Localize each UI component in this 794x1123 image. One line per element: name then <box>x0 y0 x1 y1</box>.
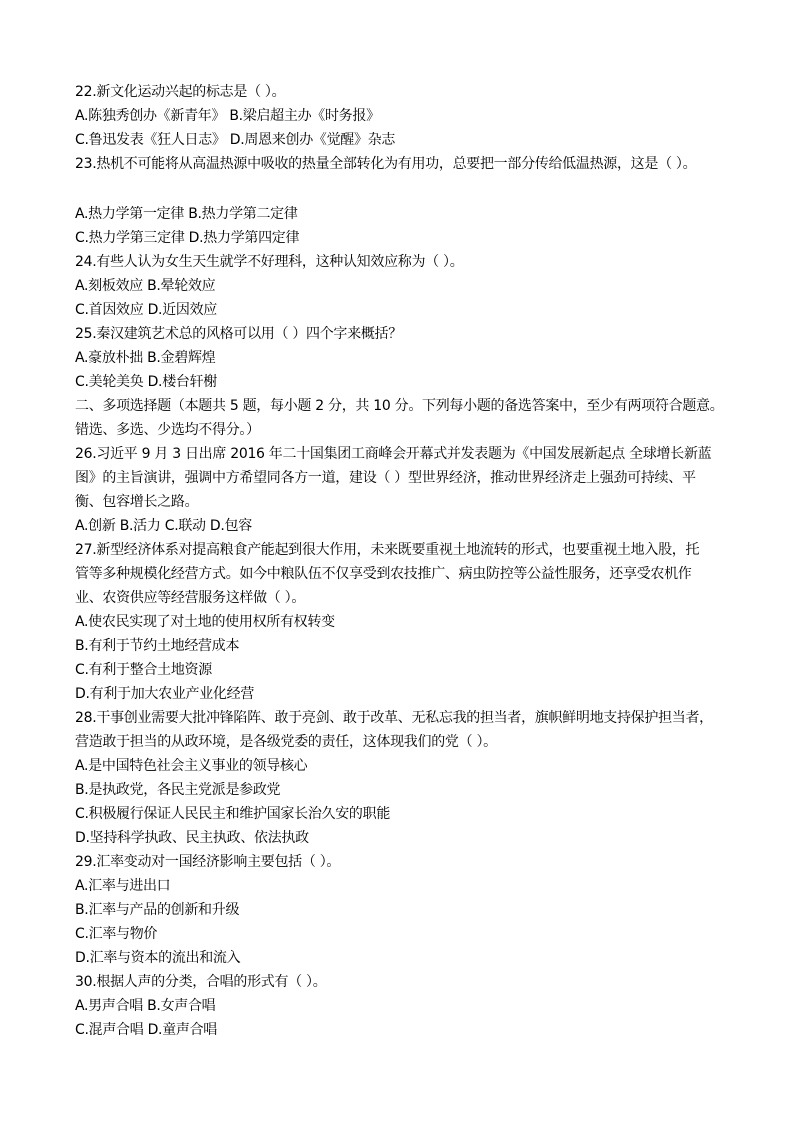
text-line: A.刻板效应 B.晕轮效应 <box>75 278 216 294</box>
text-line: A.创新 B.活力 C.联动 D.包容 <box>75 518 252 534</box>
text-line: A.男声合唱 B.女声合唱 <box>75 998 216 1014</box>
text-line: D.有利于加大农业产业化经营 <box>75 686 255 702</box>
text-line: 营造敢于担当的从政环境，是各级党委的责任，这体现我们的党（ ）。 <box>75 734 497 750</box>
text-line: A.陈独秀创办《新青年》 B.梁启超主办《时务报》 <box>75 108 380 124</box>
text-line: C.汇率与物价 <box>75 926 158 942</box>
text-line: C.鲁迅发表《狂人日志》 D.周恩来创办《觉醒》杂志 <box>75 132 396 148</box>
text-line: 衡、包容增长之路。 <box>75 494 199 510</box>
text-line: 错选、多选、少选均不得分。） <box>75 422 260 438</box>
text-line: 27.新型经济体系对提高粮食产能起到很大作用，未来既要重视土地流转的形式，也要重视土地入股，托 <box>75 542 700 558</box>
text-line: 29.汇率变动对一国经济影响主要包括（ ）。 <box>75 854 341 870</box>
text-line: 28.干事创业需要大批冲锋陷阵、敢于亮剑、敢于改革、无私忘我的担当者，旗帜鲜明地支持保护担当者， <box>75 710 713 726</box>
text-line: 管等多种规模化经营方式。如今中粮队伍不仅享受到农技推广、病虫防控等公益性服务，还享受农机作 <box>75 566 692 582</box>
text-line: D.汇率与资本的流出和流入 <box>75 950 241 966</box>
text-line: C.首因效应 D.近因效应 <box>75 302 218 318</box>
text-line: B.有利于节约土地经营成本 <box>75 638 240 654</box>
text-line: A.使农民实现了对土地的使用权所有权转变 <box>75 614 335 630</box>
text-line: C.热力学第三定律 D.热力学第四定律 <box>75 230 300 246</box>
text-line: A.汇率与进出口 <box>75 878 171 894</box>
text-line: 业、农资供应等经营服务这样做（ ）。 <box>75 590 306 606</box>
text-line: A.热力学第一定律 B.热力学第二定律 <box>75 206 298 222</box>
text-line: 24.有些人认为女生天生就学不好理科，这种认知效应称为（ ）。 <box>75 254 464 270</box>
text-line: C.混声合唱 D.童声合唱 <box>75 1022 218 1038</box>
text-line: C.积极履行保证人民民主和维护国家长治久安的职能 <box>75 806 391 822</box>
text-line: B.汇率与产品的创新和升级 <box>75 902 240 918</box>
blank-line <box>75 176 735 202</box>
text-line: 30.根据人声的分类，合唱的形式有（ ）。 <box>75 974 327 990</box>
text-line: B.是执政党，各民主党派是参政党 <box>75 782 281 798</box>
text-line: 26.习近平 9 月 3 日出席 2016 年二十国集团工商峰会开幕式并发表题为《中国发展新起点 全球增长新蓝 <box>75 446 712 462</box>
text-line: C.美轮美奂 D.楼台轩榭 <box>75 374 218 390</box>
text-line: 图》的主旨演讲，强调中方希望同各方一道，建设（ ）型世界经济，推动世界经济走上强劲可持续、平 <box>75 470 696 486</box>
document-page <box>75 80 735 1042</box>
text-line: 22.新文化运动兴起的标志是（ ）。 <box>75 84 286 100</box>
text-line: D.坚持科学执政、民主执政、依法执政 <box>75 830 309 846</box>
text-line: C.有利于整合土地资源 <box>75 662 212 678</box>
text-line: A.是中国特色社会主义事业的领导核心 <box>75 758 308 774</box>
text-line: 23.热机不可能将从高温热源中吸收的热量全部转化为有用功，总要把一部分传给低温热源，这是（ ）。 <box>75 156 697 172</box>
text-line: A.豪放朴拙 B.金碧辉煌 <box>75 350 216 366</box>
text-line: 二、多项选择题（本题共 5 题，每小题 2 分，共 10 分。下列每小题的备选答案中，至少有两项符合题意。 <box>75 398 724 414</box>
text-line: 25.秦汉建筑艺术总的风格可以用（ ）四个字来概括？ <box>75 326 402 342</box>
